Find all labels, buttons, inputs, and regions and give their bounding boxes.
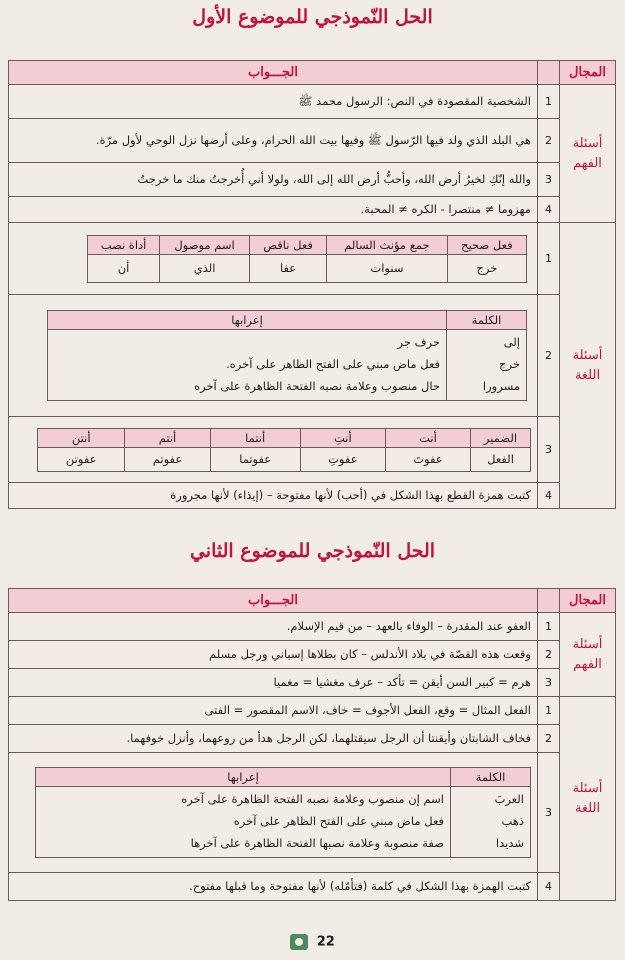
section2-title: الحل النّموذجي للموضوع الثاني	[189, 540, 436, 562]
comprehension-label: أسئلة الفهم	[560, 613, 616, 697]
col-field-header: المجال	[560, 589, 616, 613]
language-label: أسئلة اللغة	[560, 697, 616, 901]
page-footer	[0, 934, 625, 950]
answer-text: الشخصية المقصودة في النص: الرسول محمد ﷺ	[9, 85, 538, 119]
answer-text: والله إنّكِ لخيرُ أرض الله، وأحبُّ أرض الله إلى الله، ولولا أني أُخرجتُ منك ما خرجتُ	[9, 163, 538, 197]
answer-text: وقعت هذه القصّة في بلاد الأندلس – كان بطلاها إسباني ورجل مسلم	[9, 641, 538, 669]
col-answer-header: الجـــواب	[9, 61, 538, 85]
answer-text: هرم = كبير السن أيقن = تأكد – عرف مغشيا = مغميا	[9, 669, 538, 697]
answer-text: مهزوما ≠ منتصرا - الكره ≠ المحبة.	[9, 197, 538, 223]
answer-text: هي البلد الذي ولد فيها الرّسول ﷺ وفيها بيت الله الحرام، وعلى أرضها نزل الوحي لأول مرّة.	[9, 119, 538, 163]
comprehension-label: أسئلة الفهم	[560, 85, 616, 223]
answer-text: الفعل المثال = وقع، الفعل الأجوف = خاف، الاسم المقصور = الفتى	[9, 697, 538, 725]
answer-text: كتبت همزة القطع بهذا الشكل في (أحب) لأنها مفتوحة – (إيذاء) لأنها مجرورة	[9, 483, 538, 509]
section1-title: الحل النّموذجي للموضوع الأول	[192, 6, 433, 28]
page-badge-icon	[290, 934, 308, 950]
conjugation-table: الضمير أنت أنتِ أنتما أنتم أنتن الفعل عفوتَ عفوتِ عفوتما عفوتم عفوتن	[37, 428, 531, 472]
page-number: 22	[316, 934, 335, 950]
language-label: أسئلة اللغة	[560, 223, 616, 509]
col-answer-header: الجـــواب	[9, 589, 538, 613]
answer-text: فخاف الشابتان وأيقنتا أن الرجل سيقتلهما، لكن الرجل هدأ من روعهما، وأنزل خوفهما.	[9, 725, 538, 753]
irab-table: الكلمة إعرابها العربَ ذهب شديدا اسم إن منصوب وعلامة نصبه الفتحة الظاهرة على آخره فعل ماض مبني على الفتح الظاهر على آخره صفة منصوبة وعلامة نصبها الفتحة الظاهرة على آخرها	[35, 767, 531, 858]
classification-table: فعل صحيح جمع مؤنث السالم فعل ناقص اسم موصول أداة نصب خرج سنوات عفا الذي أن	[87, 235, 527, 283]
section1-table: المجال الجـــواب أسئلة الفهم 1 الشخصية المقصودة في النص: الرسول محمد ﷺ 2 هي البلد الذي ولد فيها الرّسول ﷺ وفيها بيت الله الحرام، وعلى أرضها نزل الوحي لأول مرّة. 3 والله إنّكِ لخيرُ أرض الله، وأحبُّ أرض الله إلى الله، ولولا أني أُخرجتُ منك ما خرجتُ 4 مهزوما ≠ منتصرا - الكره ≠ المحبة. أسئلة اللغة 1 فعل صحيح جمع مؤنث السالم فعل ناقص اسم موصول أداة نصب خرج سنوات عفا الذي أن 2 الكلمة إعرابها إلى خرج مسرورا حرف جر فعل ماض مبني على الفتح الظاهر على آخره. حال منصوب وعلامة نصبه الفتحة الظاهرة على آخره 3 الضمير أنت أنتِ أنتما أنتم أنتن الفعل عفوتَ عفوتِ عفوتما عفوتم عفوتن 4 كتبت همزة القطع بهذا الشكل في (أحب) لأنها مفتوحة – (إيذاء) لأنها مجرورة	[8, 60, 616, 509]
answer-text: العفو عند المقدرة – الوفاء بالعهد – من قيم الإسلام.	[9, 613, 538, 641]
irab-table: الكلمة إعرابها إلى خرج مسرورا حرف جر فعل ماض مبني على الفتح الظاهر على آخره. حال منصوب وعلامة نصبه الفتحة الظاهرة على آخره	[47, 310, 527, 401]
section2-table: المجال الجـــواب أسئلة الفهم 1 العفو عند المقدرة – الوفاء بالعهد – من قيم الإسلام. 2 وقعت هذه القصّة في بلاد الأندلس – كان بطلاها إسباني ورجل مسلم 3 هرم = كبير السن أيقن = تأكد – عرف مغشيا = مغميا أسئلة اللغة 1 الفعل المثال = وقع، الفعل الأجوف = خاف، الاسم المقصور = الفتى 2 فخاف الشابتان وأيقنتا أن الرجل سيقتلهما، لكن الرجل هدأ من روعهما، وأنزل خوفهما. 3 الكلمة إعرابها العربَ ذهب شديدا اسم إن منصوب وعلامة نصبه الفتحة الظاهرة على آخره فعل ماض مبني على الفتح الظاهر على آخره صفة منصوبة وعلامة نصبها الفتحة الظاهرة على آخرها 4 كتبت الهمزة بهذا الشكل في كلمة (فتأمّله) لأنها مفتوحة وما قبلها مفتوح.	[8, 588, 616, 901]
col-field-header: المجال	[560, 61, 616, 85]
answer-text: كتبت الهمزة بهذا الشكل في كلمة (فتأمّله) لأنها مفتوحة وما قبلها مفتوح.	[9, 873, 538, 901]
